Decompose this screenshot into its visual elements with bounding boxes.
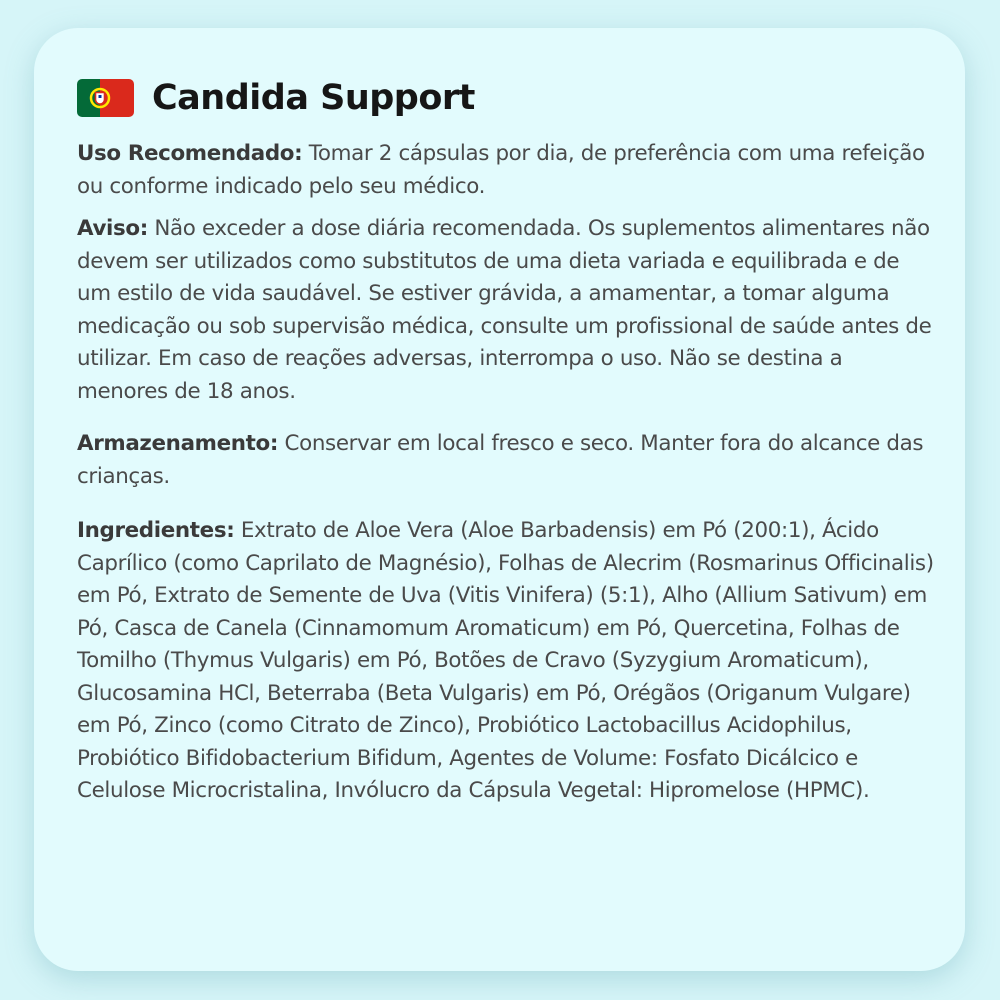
usage-section <box>77 138 937 203</box>
storage-section <box>77 428 937 493</box>
product-info-card <box>34 28 965 971</box>
portugal-flag-icon <box>77 79 134 117</box>
ingredients-text: Extrato de Aloe Vera (Aloe Barbadensis) em Pó (200:1), Ácido Caprílico (como Caprilato de Magnésio), Folhas de Alecrim (Rosmarinus Officinalis) em Pó, Extrato de Semente de Uva (Vitis Vinifera) (5:1), Alho (Allium Sativum) em Pó, Casca de Canela (Cinnamomum Aromaticum) em Pó, Quercetina, Folhas de Tomilho (Thymus Vulgaris) em Pó, Botões de Cravo (Syzygium Aromaticum), Glucosamina HCl, Beterraba (Beta Vulgaris) em Pó, Orégãos (Origanum Vulgare) em Pó, Zinco (como Citrato de Zinco), Probiótico Lactobacillus Acidophilus, Probiótico Bifidobacterium Bifidum, Agentes de Volume: Fosfato Dicálcico e Celulose Microcristalina, Invólucro da Cápsula Vegetal: Hipromelose (HPMC). <box>77 518 934 803</box>
storage-label: Armazenamento: <box>77 431 279 456</box>
warning-text: Não exceder a dose diária recomendada. Os suplementos alimentares não devem ser utilizados como substitutos de uma dieta variada e equilibrada e de um estilo de vida saudável. Se estiver grávida, a amamentar, a tomar alguma medicação ou sob supervisão médica, consulte um profissional de saúde antes de utilizar. Em caso de reações adversas, interrompa o uso. Não se destina a menores de 18 anos. <box>77 216 932 404</box>
page-title: Candida Support <box>152 78 475 118</box>
usage-label: Uso Recomendado: <box>77 141 303 166</box>
warning-label: Aviso: <box>77 216 148 241</box>
ingredients-section <box>77 515 937 808</box>
ingredients-label: Ingredientes: <box>77 518 235 543</box>
usage-text: Tomar 2 cápsulas por dia, de preferência com uma refeição ou conforme indicado pelo seu médico. <box>77 141 925 199</box>
title-row <box>77 74 925 122</box>
storage-text: Conservar em local fresco e seco. Manter fora do alcance das crianças. <box>77 431 924 489</box>
warning-section <box>77 213 937 408</box>
